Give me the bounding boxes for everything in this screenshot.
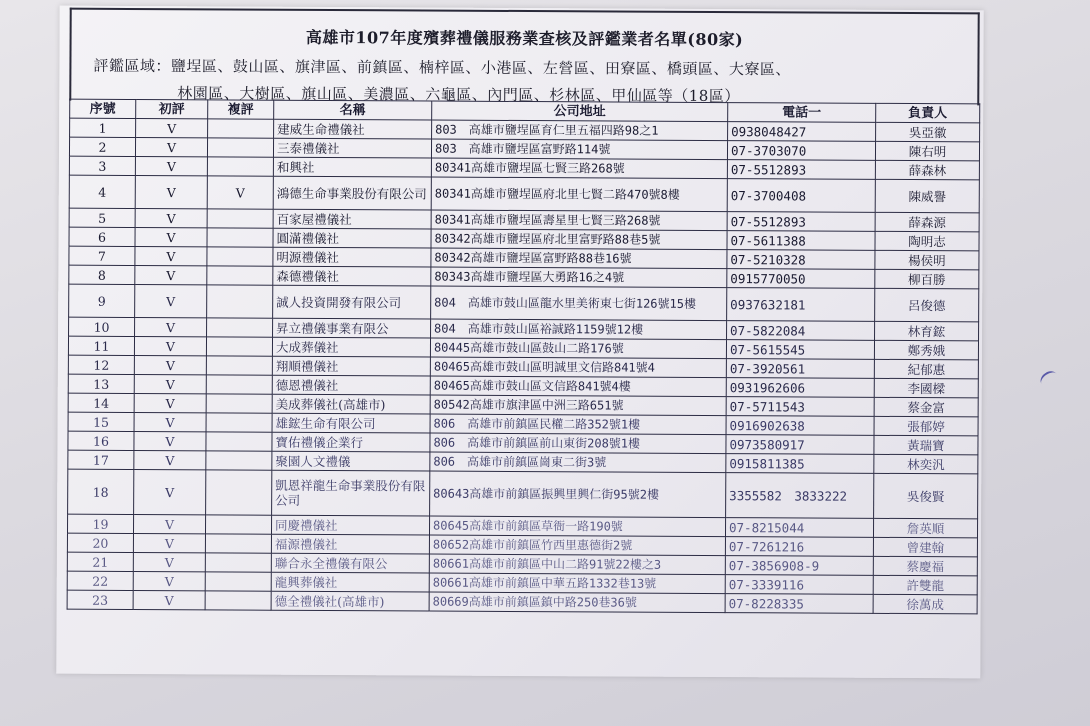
row-phone: 07-5711543 xyxy=(726,397,874,417)
row-address: 80465高雄市鼓山區明誠里文信路841號4 xyxy=(430,357,726,378)
row-first-review: V xyxy=(134,374,206,393)
row-serial: 12 xyxy=(68,355,134,374)
row-second-review xyxy=(206,375,272,394)
row-first-review: V xyxy=(133,533,205,552)
row-address: 804 高雄市鼓山區裕誠路1159號12樓 xyxy=(431,319,727,340)
header-address: 公司地址 xyxy=(432,101,728,122)
row-name: 聚園人文禮儀 xyxy=(272,451,430,471)
row-serial: 23 xyxy=(67,590,133,609)
row-owner: 黃瑞寶 xyxy=(874,435,978,455)
row-address: 80445高雄市鼓山區鼓山二路176號 xyxy=(430,338,726,359)
header-phone: 電話一 xyxy=(728,103,876,123)
row-address: 80661高雄市前鎮區中華五路1332巷13號 xyxy=(429,573,725,594)
row-phone: 07-5611388 xyxy=(727,231,875,251)
row-second-review xyxy=(206,470,272,515)
row-first-review: V xyxy=(134,393,206,412)
row-second-review xyxy=(207,318,273,337)
row-phone: 07-7261216 xyxy=(725,537,873,557)
row-name: 雄鋐生命有限公司 xyxy=(272,413,430,433)
row-address: 80661高雄市前鎮區中山二路91號22樓之3 xyxy=(429,554,725,575)
table-row xyxy=(68,469,978,519)
row-phone: 0916902638 xyxy=(726,416,874,436)
row-phone: 0931962606 xyxy=(726,378,874,398)
row-phone: 07-3339116 xyxy=(725,575,873,595)
row-address: 80652高雄市前鎮區竹西里惠德街2號 xyxy=(429,535,725,556)
row-first-review: V xyxy=(133,552,205,571)
row-owner: 許雙龍 xyxy=(873,575,977,595)
row-first-review: V xyxy=(133,590,205,609)
row-serial: 17 xyxy=(68,450,134,469)
row-first-review: V xyxy=(133,571,205,590)
row-second-review xyxy=(208,119,274,138)
row-address: 80645高雄市前鎮區草衙一路190號 xyxy=(429,516,725,537)
row-first-review: V xyxy=(134,355,206,374)
row-first-review: V xyxy=(135,175,207,208)
row-serial: 2 xyxy=(69,137,135,156)
row-phone: 07-3920561 xyxy=(726,359,874,379)
row-phone: 07-8228335 xyxy=(725,594,873,614)
row-address: 804 高雄市鼓山區龍水里美術東七街126號15樓 xyxy=(431,286,727,321)
row-phone: 0973580917 xyxy=(726,435,874,455)
row-first-review: V xyxy=(135,246,207,265)
row-serial: 7 xyxy=(69,246,135,265)
row-name: 德全禮儀社(高雄市) xyxy=(271,591,429,611)
row-address: 80341高雄市鹽埕區七賢三路268號 xyxy=(431,158,727,179)
document-title: 高雄市107年度殯葬禮儀服務業查核及評鑑業者名單(80家) xyxy=(305,27,744,50)
row-owner: 柳百勝 xyxy=(875,269,979,289)
row-second-review xyxy=(206,394,272,413)
row-first-review: V xyxy=(135,137,207,156)
row-serial: 20 xyxy=(67,533,133,552)
row-second-review xyxy=(205,515,271,534)
row-name: 聯合永全禮儀有限公 xyxy=(271,553,429,573)
row-owner: 詹英順 xyxy=(873,518,977,538)
header-second-review: 複評 xyxy=(208,100,274,119)
row-name: 圓滿禮儀社 xyxy=(273,228,431,248)
row-serial: 11 xyxy=(68,336,134,355)
row-address: 80669高雄市前鎮區鎮中路250巷36號 xyxy=(429,592,725,613)
row-second-review xyxy=(206,432,272,451)
row-name: 德恩禮儀社 xyxy=(272,375,430,395)
row-phone: 07-5822084 xyxy=(727,321,875,341)
pen-mark xyxy=(1038,368,1061,390)
row-serial: 16 xyxy=(68,431,134,450)
row-phone: 3355582 3833222 xyxy=(726,473,874,519)
area-list-line-2: 林園區、大樹區、旗山區、美濃區、六龜區、內門區、杉林區、甲仙區等（18區） xyxy=(177,84,740,106)
row-serial: 10 xyxy=(69,317,135,336)
area-list-line-1: 評鑑區域：鹽埕區、鼓山區、旗津區、前鎮區、楠梓區、小港區、左營區、田寮區、橋頭區、大寮區、 xyxy=(93,56,791,79)
row-name: 美成葬儀社(高雄市) xyxy=(272,394,430,414)
row-name: 翔順禮儀社 xyxy=(272,356,430,376)
row-second-review xyxy=(206,337,272,356)
table-body xyxy=(67,118,980,614)
row-second-review xyxy=(205,591,271,610)
row-owner: 蔡金富 xyxy=(874,397,978,417)
row-address: 80343高雄市鹽埕區大勇路16之4號 xyxy=(431,267,727,288)
row-phone: 07-3703070 xyxy=(727,141,875,161)
row-owner: 林奕汎 xyxy=(874,454,978,474)
row-owner: 陶明志 xyxy=(875,231,979,251)
row-address: 80342高雄市鹽埕區富野路88巷16號 xyxy=(431,248,727,269)
row-serial: 13 xyxy=(68,374,134,393)
row-address: 806 高雄市前鎮區崗東二街3號 xyxy=(430,452,726,473)
document-sheet xyxy=(56,6,983,679)
row-serial: 22 xyxy=(67,571,133,590)
row-owner: 李國樑 xyxy=(874,378,978,398)
document-heading xyxy=(69,8,979,106)
row-first-review: V xyxy=(134,412,206,431)
row-address: 806 高雄市前鎮區民權二路352號1樓 xyxy=(430,414,726,435)
row-second-review: V xyxy=(207,176,273,209)
row-owner: 陳右明 xyxy=(875,141,979,161)
row-name: 明源禮儀社 xyxy=(273,247,431,267)
row-first-review: V xyxy=(134,431,206,450)
row-name: 大成葬儀社 xyxy=(272,337,430,357)
row-address: 80341高雄市鹽埕區府北里七賢二路470號8樓 xyxy=(431,177,727,212)
row-phone: 07-5210328 xyxy=(727,250,875,270)
row-owner: 薛森林 xyxy=(875,160,979,180)
row-second-review xyxy=(206,451,272,470)
row-serial: 18 xyxy=(68,469,134,514)
row-owner: 鄭秀娥 xyxy=(874,340,978,360)
row-phone: 07-5615545 xyxy=(726,340,874,360)
row-owner: 徐萬成 xyxy=(873,594,977,614)
row-owner: 曾建翰 xyxy=(873,537,977,557)
row-owner: 紀郁惠 xyxy=(874,359,978,379)
row-owner: 蔡慶福 xyxy=(873,556,977,576)
row-name: 百家屋禮儀社 xyxy=(273,209,431,229)
row-first-review: V xyxy=(135,284,207,317)
table-row xyxy=(69,284,979,322)
row-owner: 張郁婷 xyxy=(874,416,978,436)
header-serial: 序號 xyxy=(70,99,136,118)
row-owner: 薛森源 xyxy=(875,212,979,232)
header-first-review: 初評 xyxy=(136,99,208,118)
row-first-review: V xyxy=(135,265,207,284)
row-name: 昇立禮儀事業有限公 xyxy=(273,318,431,338)
row-phone: 0938048427 xyxy=(728,122,876,142)
row-serial: 8 xyxy=(69,265,135,284)
row-phone: 0915770050 xyxy=(727,269,875,289)
row-second-review xyxy=(205,553,271,572)
row-name: 建威生命禮儀社 xyxy=(274,119,432,139)
row-phone: 0915811385 xyxy=(726,454,874,474)
header-name: 名稱 xyxy=(274,100,432,120)
row-phone: 0937632181 xyxy=(727,288,875,322)
table-row xyxy=(69,175,979,213)
row-address: 803 高雄市鹽埕區富野路114號 xyxy=(431,139,727,160)
row-serial: 21 xyxy=(67,552,133,571)
row-owner: 吳亞徽 xyxy=(876,122,980,142)
row-address: 803 高雄市鹽埕區育仁里五福四路98之1 xyxy=(432,120,728,141)
row-name: 三泰禮儀社 xyxy=(273,138,431,158)
row-second-review xyxy=(207,157,273,176)
row-first-review: V xyxy=(136,118,208,137)
row-second-review xyxy=(206,413,272,432)
row-serial: 14 xyxy=(68,393,134,412)
row-first-review: V xyxy=(135,227,207,246)
row-serial: 15 xyxy=(68,412,134,431)
row-phone: 07-8215044 xyxy=(725,518,873,538)
row-name: 福源禮儀社 xyxy=(271,534,429,554)
row-second-review xyxy=(207,266,273,285)
row-serial: 5 xyxy=(69,208,135,227)
row-serial: 19 xyxy=(67,514,133,533)
row-name: 和興社 xyxy=(273,157,431,177)
row-owner: 林育鋐 xyxy=(875,321,979,341)
row-owner: 呂俊德 xyxy=(875,288,979,322)
row-second-review xyxy=(207,209,273,228)
row-second-review xyxy=(207,228,273,247)
row-second-review xyxy=(205,572,271,591)
row-second-review xyxy=(207,138,273,157)
row-name: 誠人投資開發有限公司 xyxy=(273,285,431,319)
row-phone: 07-5512893 xyxy=(727,160,875,180)
row-phone: 07-5512893 xyxy=(727,212,875,232)
header-owner: 負責人 xyxy=(876,103,980,123)
row-address: 80342高雄市鹽埕區府北里富野路88巷5號 xyxy=(431,229,727,250)
row-serial: 1 xyxy=(70,118,136,137)
row-serial: 4 xyxy=(69,175,135,208)
table-row xyxy=(67,590,977,614)
row-name: 鴻德生命事業股份有限公司 xyxy=(273,176,431,210)
row-serial: 9 xyxy=(69,284,135,317)
row-serial: 3 xyxy=(69,156,135,175)
row-address: 80542高雄市旗津區中洲三路651號 xyxy=(430,395,726,416)
row-second-review xyxy=(206,356,272,375)
row-address: 80341高雄市鹽埕區壽星里七賢三路268號 xyxy=(431,210,727,231)
row-first-review: V xyxy=(135,156,207,175)
business-roster-table xyxy=(67,99,981,615)
row-address: 80465高雄市鼓山區文信路841號4樓 xyxy=(430,376,726,397)
row-name: 凱恩祥龍生命事業股份有限公司 xyxy=(272,470,430,516)
row-name: 同慶禮儀社 xyxy=(271,515,429,535)
row-address: 80643高雄市前鎮區振興里興仁街95號2樓 xyxy=(430,471,726,518)
row-first-review: V xyxy=(134,450,206,469)
row-owner: 吳俊賢 xyxy=(874,473,978,519)
row-second-review xyxy=(207,285,273,318)
row-address: 806 高雄市前鎮區前山東街208號1樓 xyxy=(430,433,726,454)
row-first-review: V xyxy=(135,208,207,227)
row-owner: 楊侯明 xyxy=(875,250,979,270)
row-second-review xyxy=(207,247,273,266)
row-owner: 陳威譽 xyxy=(875,179,979,213)
row-name: 森德禮儀社 xyxy=(273,266,431,286)
row-phone: 07-3700408 xyxy=(727,179,875,213)
row-first-review: V xyxy=(134,336,206,355)
row-name: 寶佑禮儀企業行 xyxy=(272,432,430,452)
row-name: 龍興葬儀社 xyxy=(271,572,429,592)
row-first-review: V xyxy=(133,514,205,533)
row-serial: 6 xyxy=(69,227,135,246)
row-second-review xyxy=(205,534,271,553)
row-phone: 07-3856908-9 xyxy=(725,556,873,576)
row-first-review: V xyxy=(134,469,206,514)
row-first-review: V xyxy=(135,317,207,336)
